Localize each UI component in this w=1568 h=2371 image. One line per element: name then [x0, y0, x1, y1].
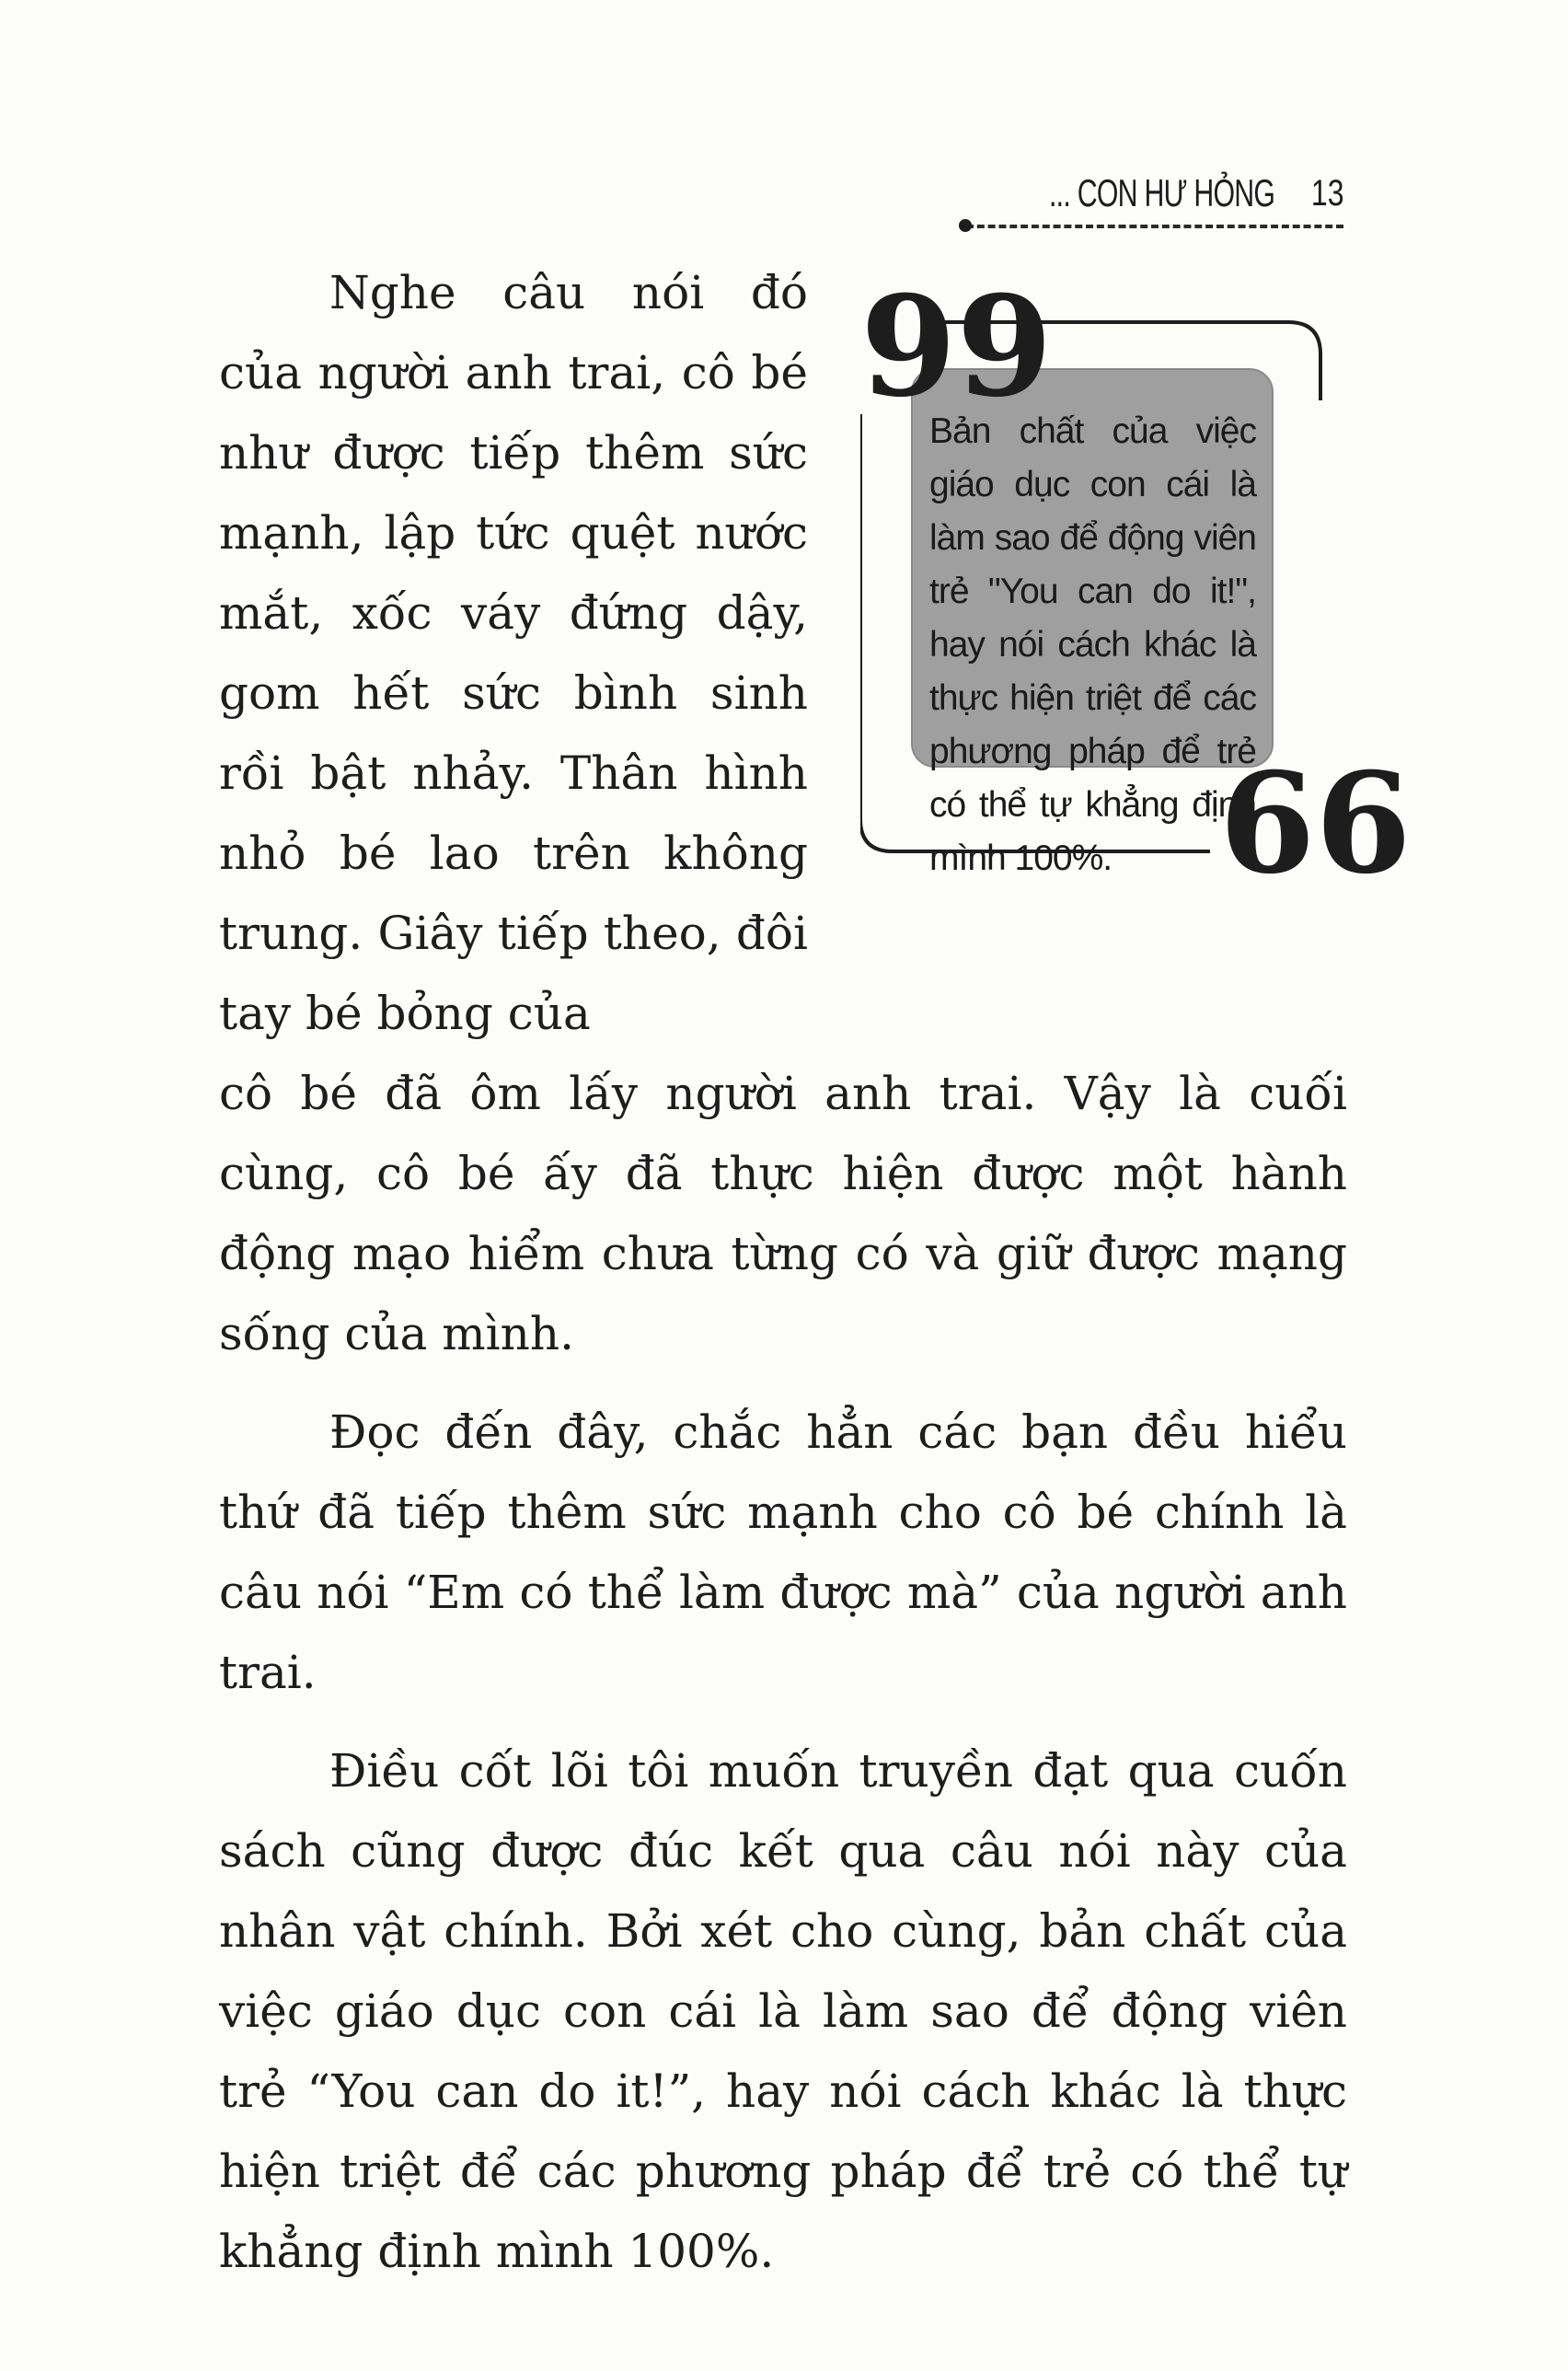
- chapter-title: ... CON HƯ HỎNG: [1049, 171, 1275, 214]
- open-quote-mark: 99: [860, 266, 1053, 428]
- page-number: 13: [1310, 173, 1343, 214]
- running-header: [966, 164, 1343, 237]
- paragraph-3: Điều cốt lõi tôi muốn truyền đạt qua cuốn sách cũng được đúc kết qua câu nói này của nhân vật chính. Bởi xét cho cùng, bản chất của việc giáo dục con cái là làm sao để động viên trẻ “You can do it!”, hay nói cách khác là thực hiện triệt để các phương pháp để trẻ có thể tự khẳng định mình 100%.: [219, 1744, 1347, 2278]
- close-quote-mark: 66: [1219, 743, 1412, 905]
- paragraph-1-wrapped: Nghe câu nói đó của người anh trai, cô bé như được tiếp thêm sức mạnh, lập tức quệt nước mắt, xốc váy đứng dậy, gom hết sức bình sinh rồi bật nhảy. Thân hình nhỏ bé lao trên không trung. Giây tiếp theo, đôi tay bé bỏng của: [219, 266, 808, 1040]
- pull-quote-text: Bản chất của việc giáo dục con cái là làm sao để động viên trẻ "You can do it!", hay nói cách khác là thực hiện triệt để các phương pháp để trẻ có thể tự khẳng định mình 100%.: [929, 411, 1256, 878]
- body-text: [219, 253, 1347, 2292]
- header-dashed-rule: [966, 225, 1343, 228]
- header-rule-dot: [959, 219, 972, 232]
- paragraph-2: Đọc đến đây, chắc hẳn các bạn đều hiểu thứ đã tiếp thêm sức mạnh cho cô bé chính là câu nói “Em có thể làm được mà” của người anh trai.: [219, 1405, 1347, 1699]
- paragraph-1-tail: cô bé đã ôm lấy người anh trai. Vậy là cuối cùng, cô bé ấy đã thực hiện được một hành động mạo hiểm chưa từng có và giữ được mạng sống của mình.: [219, 1067, 1347, 1360]
